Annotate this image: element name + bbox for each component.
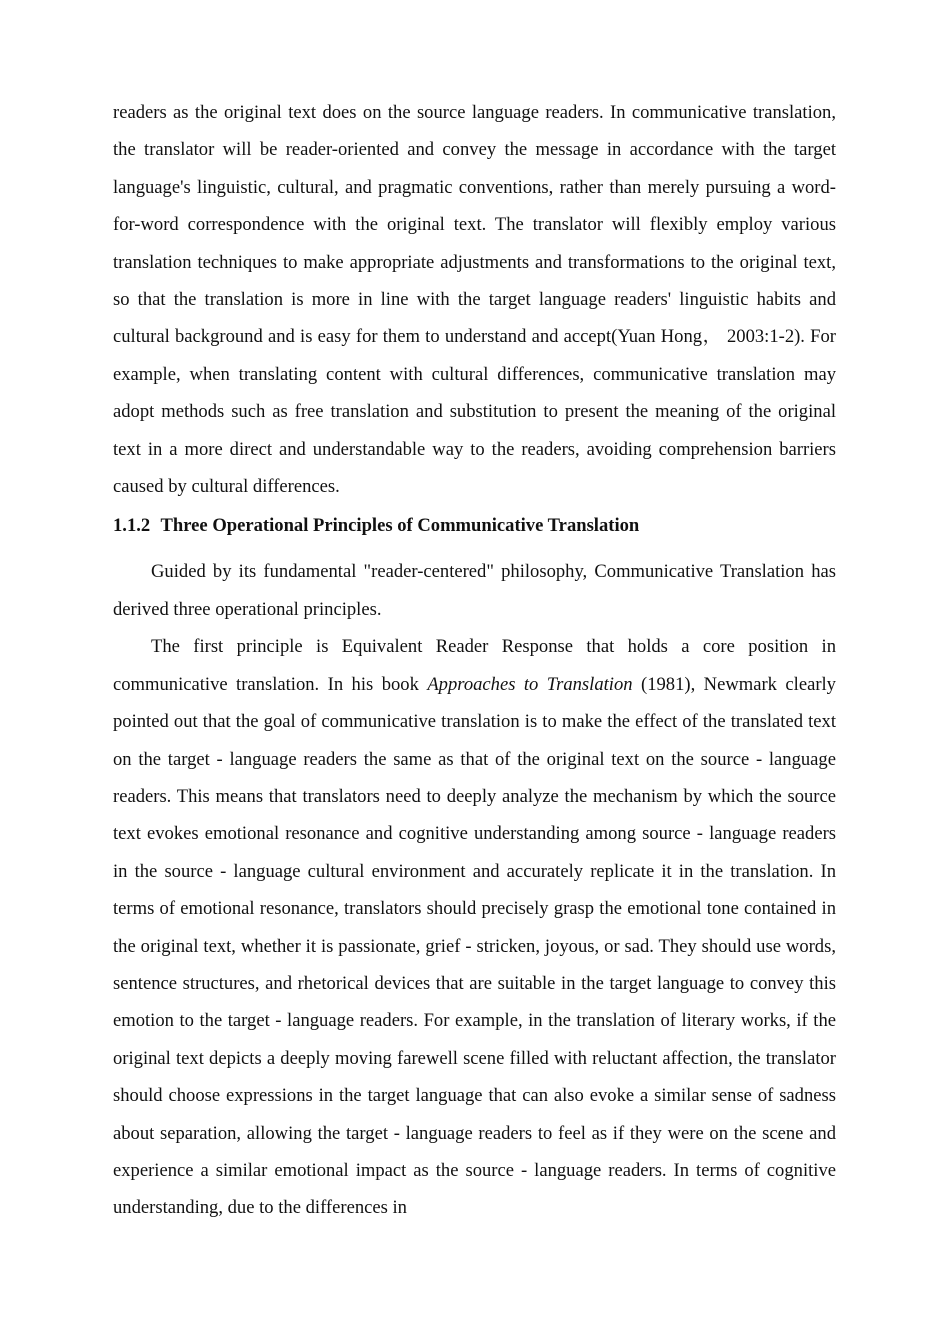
book-title: Approaches to Translation	[427, 673, 633, 695]
section-heading	[113, 505, 836, 553]
section-title: Three Operational Principles of Communicative Translation	[160, 515, 640, 537]
body-paragraph-first-principle	[113, 628, 836, 1227]
paragraph-text-before-title: The first principle is Equivalent Reader Response that holds a core position in communicative translation. In his book	[113, 636, 836, 695]
body-paragraph-intro: Guided by its fundamental "reader-centered" philosophy, Communicative Translation has derived three operational principles.	[113, 561, 836, 620]
body-paragraph-continued: readers as the original text does on the source language readers. In communicative translation, the translator will be reader-oriented and convey the message in accordance with the target language's linguistic, cultural, and pragmatic conventions, rather than merely pursuing a word-for-word correspondence with the original text. The translator will flexibly employ various translation techniques to make appropriate adjustments and transformations to the original text, so that the translation is more in line with the target language readers' linguistic habits and cultural background and is easy for them to understand and accept(Yuan Hong， 2003:1-2). For example, when translating content with cultural differences, communicative translation may adopt methods such as free translation and substitution to present the meaning of the original text in a more direct and understandable way to the readers, avoiding comprehension barriers caused by cultural differences.	[113, 102, 836, 498]
paragraph-text-after-title: (1981), Newmark clearly pointed out that the goal of communicative translation is to make the effect of the translated text on the target - language readers the same as that of the original text on the source - language readers. This means that translators need to deeply analyze the mechanism by which the source text evokes emotional resonance and cognitive understanding among source - language readers in the source - language cultural environment and accurately replicate it in the translation. In terms of emotional resonance, translators should precisely grasp the emotional tone contained in the original text, whether it is passionate, grief - stricken, joyous, or sad. They should use words, sentence structures, and rhetorical devices that are suitable in the target language to convey this emotion to the target - language readers. For example, in the translation of literary works, if the original text depicts a deeply moving farewell scene filled with reluctant affection, the translator should choose expressions in the target language that can also evoke a similar sense of sadness about separation, allowing the target - language readers to feel as if they were on the scene and experience a similar emotional impact as the source - language readers. In terms of cognitive understanding, due to the differences in	[113, 673, 836, 1219]
document-page	[113, 94, 836, 1227]
section-number: 1.1.2	[113, 515, 151, 537]
